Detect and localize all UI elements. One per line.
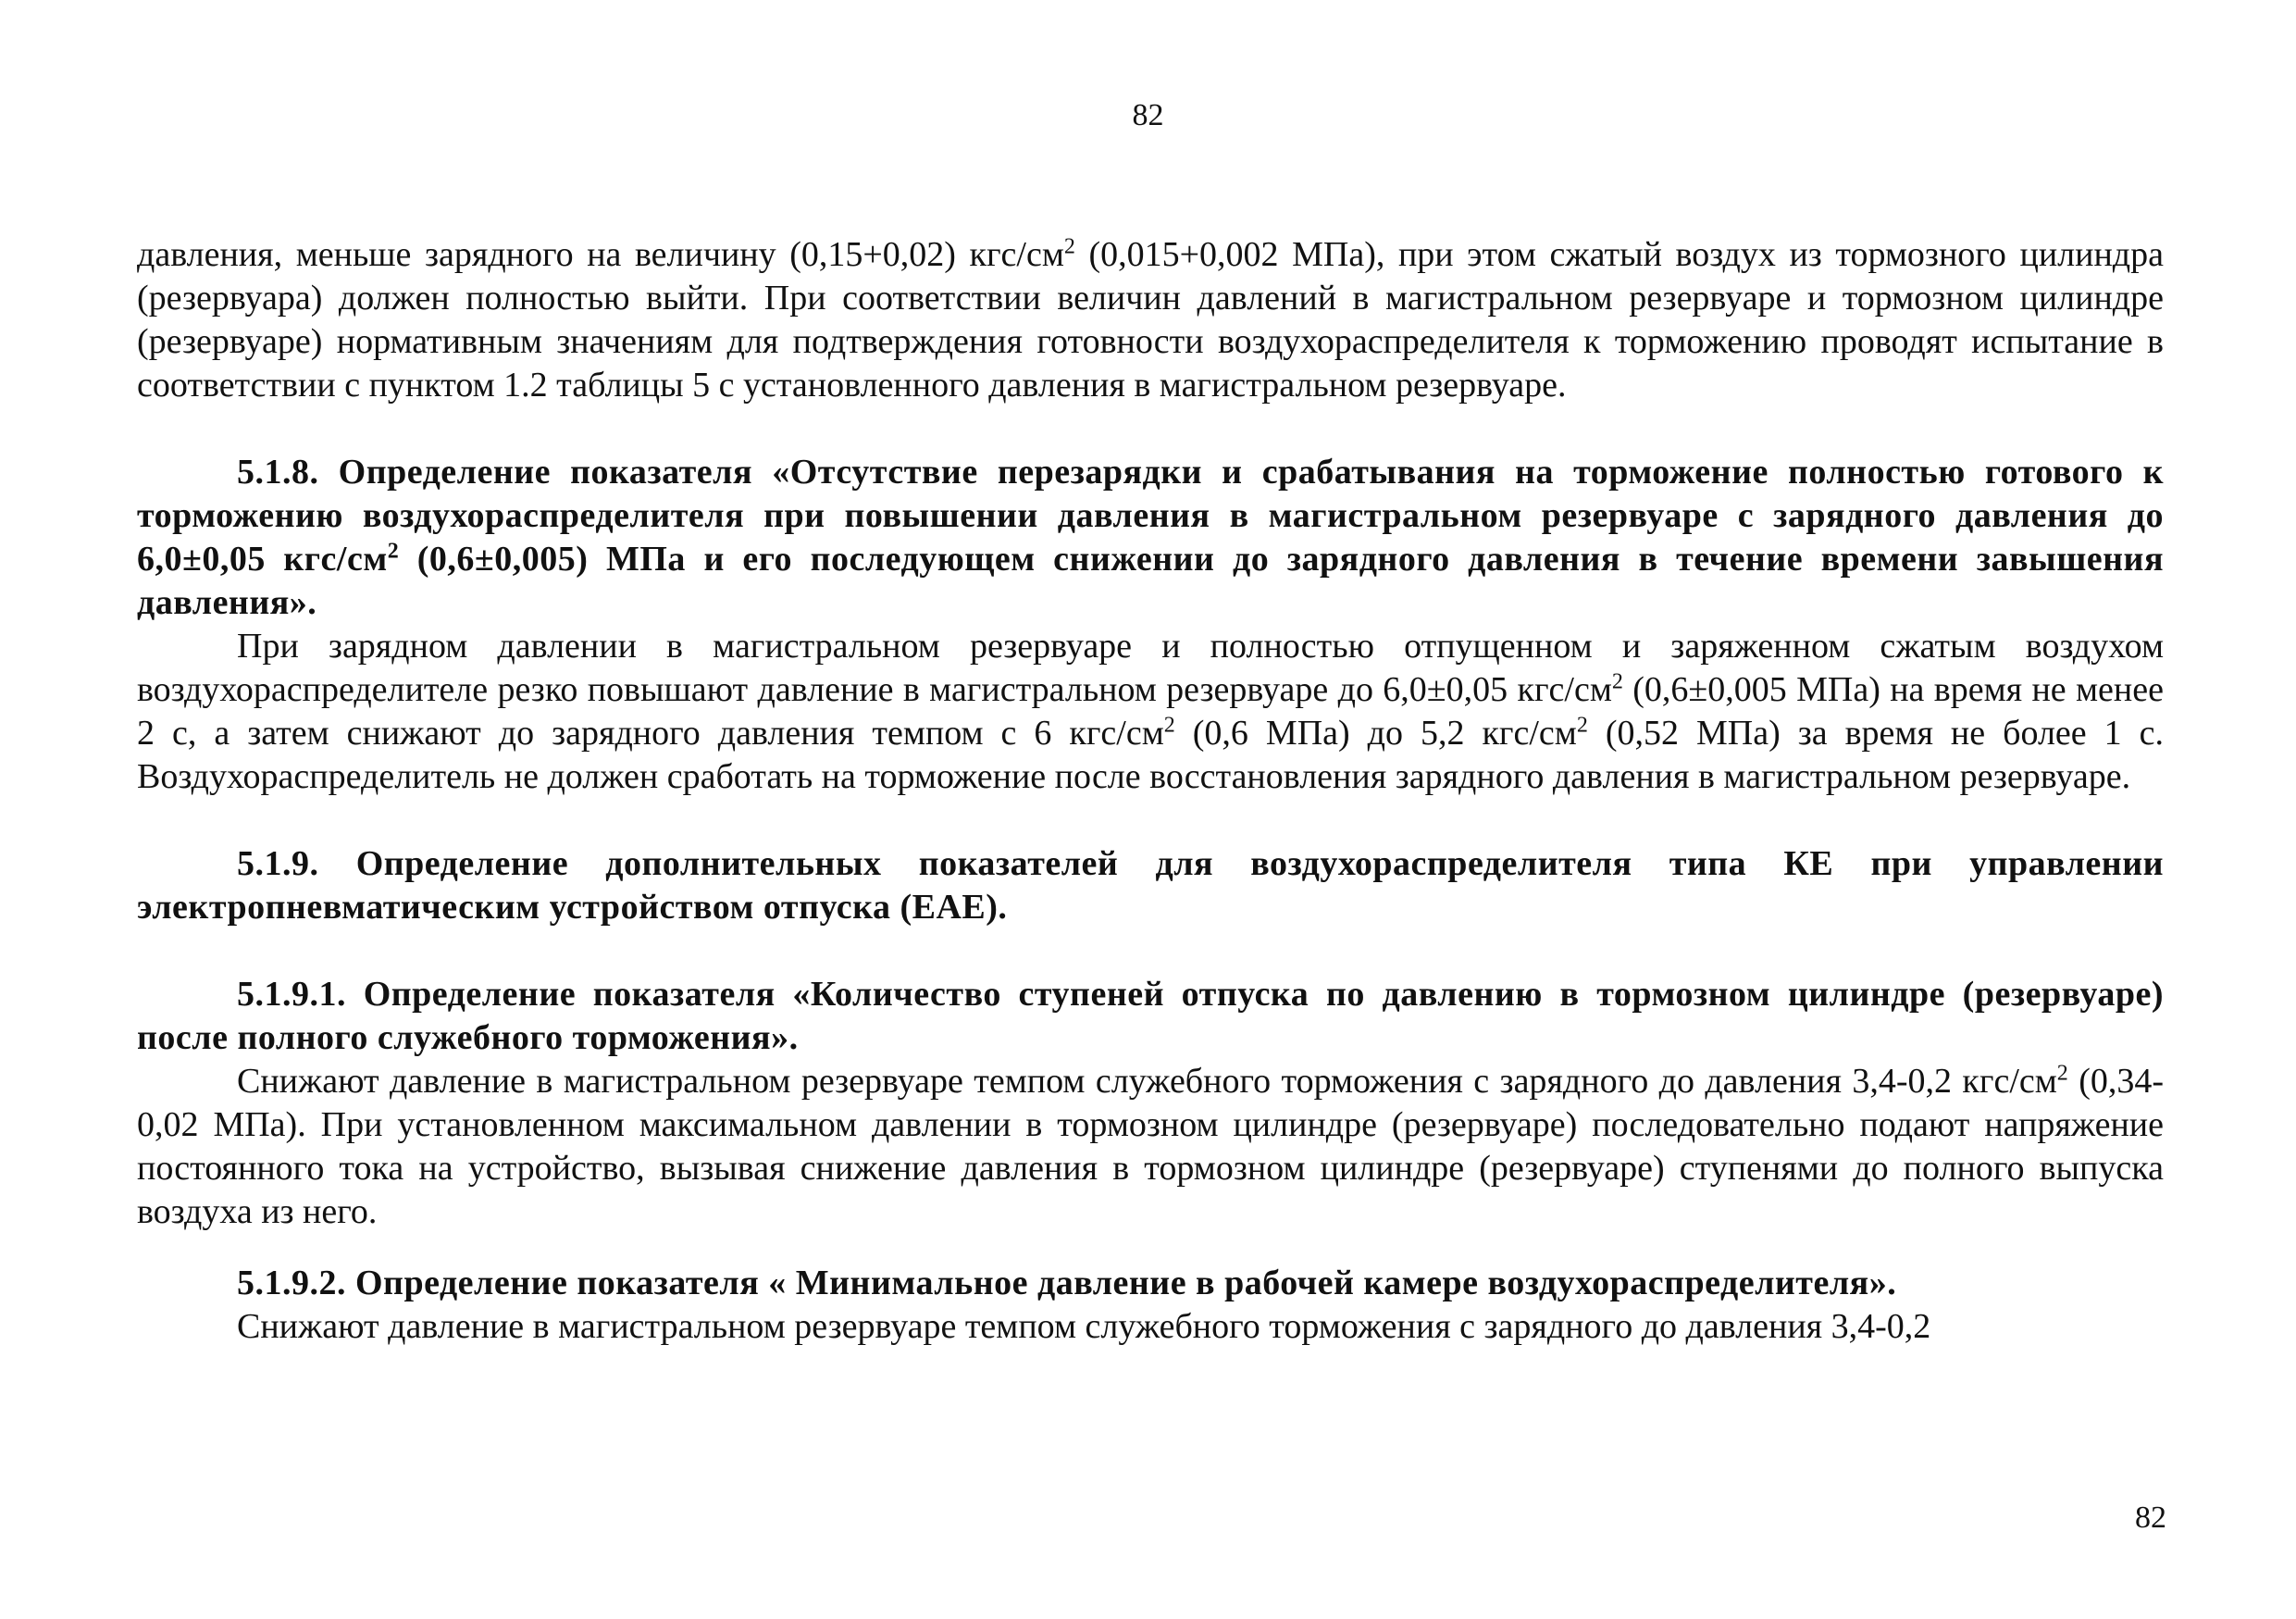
text-run: 5.1.8. Определение показателя «Отсутствие перезарядки и срабатывания на торможение полностью готового к торможению воздухораспределителя при повышении давления в магистральном резервуаре с зарядного давления до 6,0±0,05 кгс/см (137, 453, 2164, 579)
section-5-1-9-2-body: Снижают давление в магистральном резервуаре темпом служебного торможения с зарядного до давления 3,4-0,2 (237, 1307, 1931, 1346)
superscript: 2 (1063, 234, 1075, 259)
section-5-1-9-1-heading: 5.1.9.1. Определение показателя «Количество ступеней отпуска по давлению в тормозном цилиндре (резервуаре) после полного служебного торможения». (137, 975, 2164, 1057)
page-number-bottom: 82 (2135, 1501, 2166, 1535)
superscript: 2 (1611, 669, 1623, 694)
superscript: 2 (387, 539, 400, 564)
text-run: (0,015+0,002 МПа), при этом сжатый воздух из тормозного цилиндра (резервуара) должен полностью выйти. При соответствии величин давлений в магистральном резервуаре и тормозном цилиндре (резервуаре) нормативным значениям для подтверждения готовности воздухораспределителя к торможению проводят испытание в соответствии с пунктом 1.2 таблицы 5 с установленного давления в магистральном резервуаре. (137, 235, 2164, 405)
text-run: давления, меньше зарядного на величину (0,15+0,02) кгс/см (137, 235, 1064, 274)
document-body (137, 233, 2164, 1349)
section-5-1-8-body (137, 625, 2164, 799)
section-5-1-9-2-heading: 5.1.9.2. Определение показателя « Минимальное давление в рабочей камере воздухораспределителя». (237, 1264, 1897, 1302)
text-run: (0,52 МПа) за время не более 1 с. Воздухораспределитель не должен сработать на торможение после восстановления зарядного давления в магистральном резервуаре. (137, 714, 2165, 796)
superscript: 2 (1163, 713, 1175, 738)
page-number-top: 82 (1132, 98, 1164, 132)
superscript: 2 (1576, 713, 1588, 738)
text-run: При зарядном давлении в магистральном резервуаре и полностью отпущенном и заряженном сжатым воздухом воздухораспределителе резко повышают давление в магистральном резервуаре до 6,0±0,05 кгс/см (137, 627, 2164, 709)
text-run: (0,6±0,005) МПа и его последующем снижении до зарядного давления в течение времени завышения давления». (137, 540, 2165, 622)
text-run: Снижают давление в магистральном резервуаре темпом служебного торможения с зарядного до давления 3,4-0,2 кгс/см (237, 1062, 2057, 1101)
paragraph-continuation (137, 233, 2164, 407)
text-run: (0,34-0,02 МПа). При установленном максимальном давлении в тормозном цилиндре (резервуаре) последовательно подают напряжение постоянного тока на устройство, вызывая снижение давления в тормозном цилиндре (резервуаре) ступенями до полного выпуска воздуха из него. (137, 1062, 2164, 1231)
section-5-1-9-1-body (137, 1060, 2164, 1234)
text-run: (0,6±0,005 МПа) на время не менее 2 с, а затем снижают до зарядного давления темпом с 6 кгс/см (137, 670, 2164, 753)
section-5-1-9-heading: 5.1.9. Определение дополнительных показателей для воздухораспределителя типа КЕ при управлении электропневматическим устройством отпуска (ЕАЕ). (137, 844, 2164, 927)
text-run: (0,6 МПа) до 5,2 кгс/см (1174, 714, 1577, 753)
superscript: 2 (2056, 1061, 2068, 1086)
section-5-1-8-heading (137, 451, 2164, 625)
